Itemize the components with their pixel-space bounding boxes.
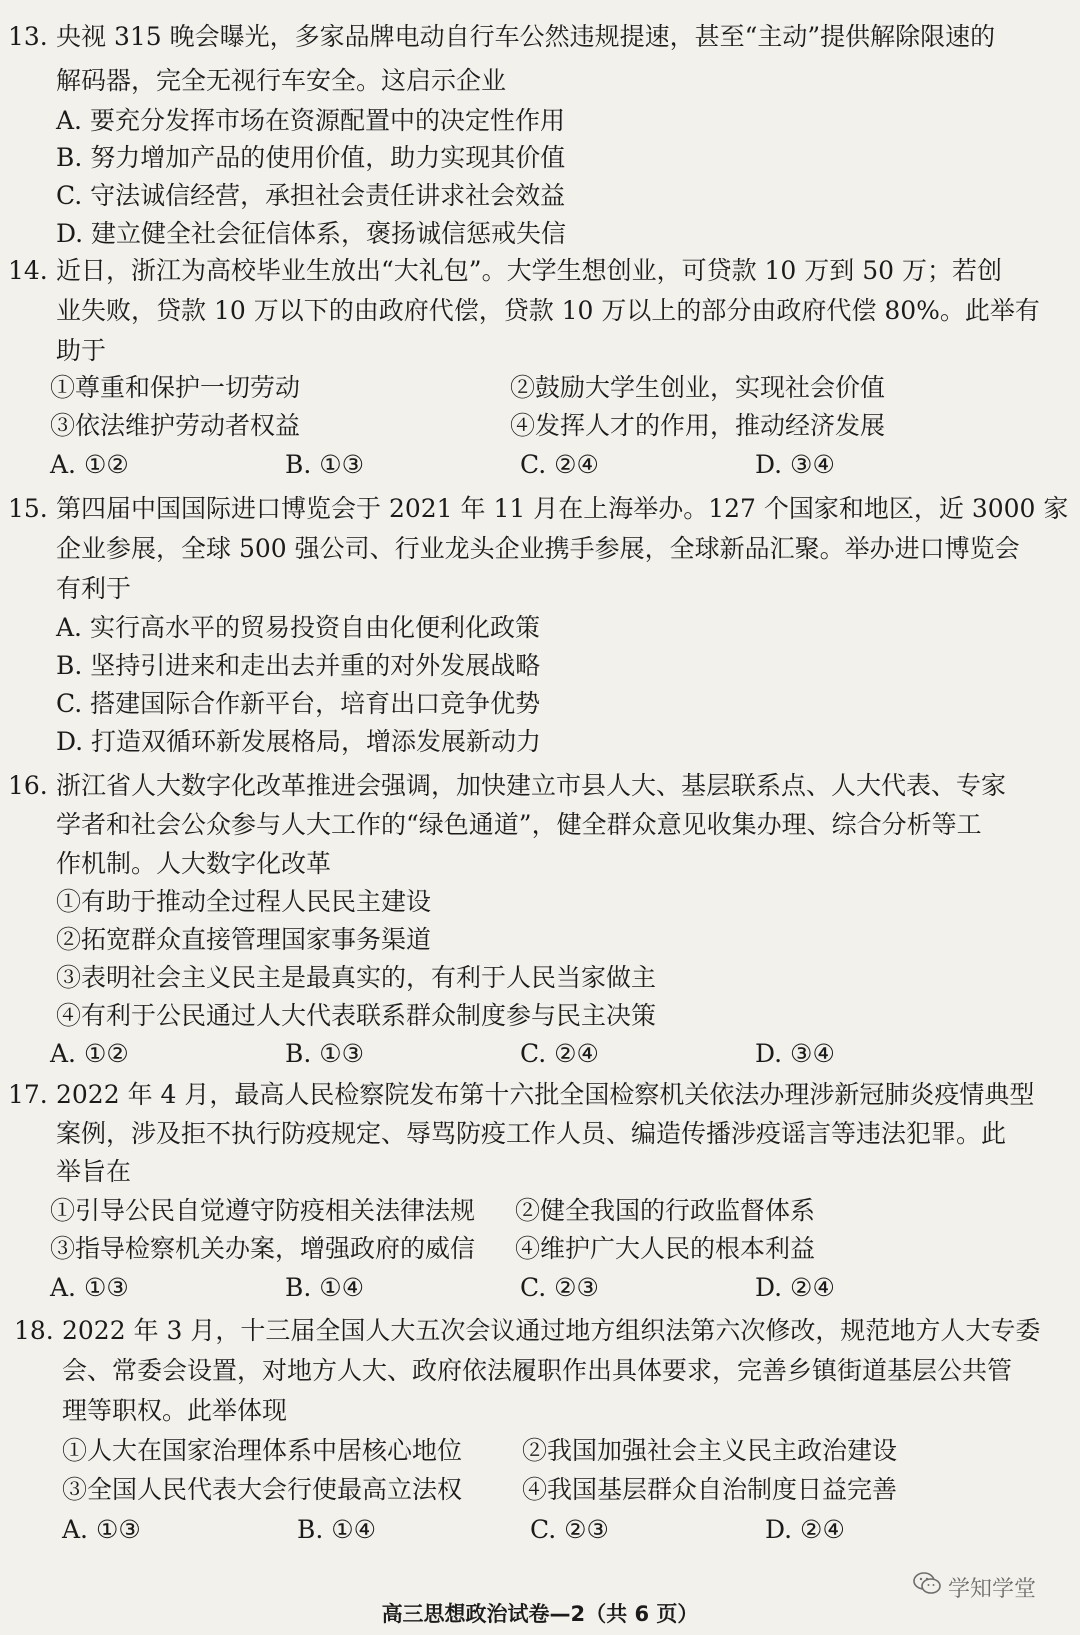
choice-c: C. ②④ — [520, 450, 599, 479]
choice-d: D. ③④ — [755, 450, 835, 479]
question-stem-line: 案例，涉及拒不执行防疫规定、辱骂防疫工作人员、编造传播涉疫谣言等违法犯罪。此 — [56, 1119, 1007, 1148]
choice-b: B. ①④ — [285, 1273, 365, 1302]
question-stem-line: 举旨在 — [56, 1157, 132, 1186]
question-stem-line: 近日，浙江为高校毕业生放出“大礼包”。大学生想创业，可贷款 10 万到 50 万；若创 — [56, 256, 1002, 285]
question-stem-line: 浙江省人大数字化改革推进会强调，加快建立市县人大、基层联系点、人大代表、专家 — [56, 771, 1007, 800]
option-b: B. 坚持引进来和走出去并重的对外发展战略 — [56, 651, 541, 680]
question-stem-line: 2022 年 4 月，最高人民检察院发布第十六批全国检察机关依法办理涉新冠肺炎疫情典型 — [56, 1080, 1035, 1109]
wechat-icon — [912, 1571, 942, 1603]
watermark-text: 学知学堂 — [948, 1576, 1037, 1602]
choice-c: C. ②③ — [530, 1515, 609, 1544]
choice-a: A. ①③ — [50, 1273, 129, 1302]
statement-1: ①尊重和保护一切劳动 — [50, 373, 301, 402]
statement-1: ①引导公民自觉遵守防疫相关法律法规 — [50, 1196, 476, 1225]
statement-2: ②我国加强社会主义民主政治建设 — [522, 1436, 898, 1465]
question-stem-line: 2022 年 3 月，十三届全国人大五次会议通过地方组织法第六次修改，规范地方人大专委 — [62, 1316, 1041, 1345]
question-stem-line: 第四届中国国际进口博览会于 2021 年 11 月在上海举办。127 个国家和地区，近 3000 家 — [56, 494, 1069, 523]
question-stem-line: 企业参展，全球 500 强公司、行业龙头企业携手参展，全球新品汇聚。举办进口博览会 — [56, 534, 1020, 563]
statement-4: ④有利于公民通过人大代表联系群众制度参与民主决策 — [56, 1001, 657, 1030]
statement-2: ②鼓励大学生创业，实现社会价值 — [510, 373, 886, 402]
choice-d: D. ②④ — [765, 1515, 845, 1544]
option-b: B. 努力增加产品的使用价值，助力实现其价值 — [56, 143, 566, 172]
choice-c: C. ②④ — [520, 1039, 599, 1068]
choice-b: B. ①③ — [285, 450, 365, 479]
question-number: 13. — [8, 22, 48, 51]
question-stem-line: 解码器，完全无视行车安全。这启示企业 — [56, 66, 507, 95]
question-number: 17. — [8, 1080, 48, 1109]
option-a: A. 实行高水平的贸易投资自由化便利化政策 — [56, 613, 540, 642]
choice-b: B. ①④ — [297, 1515, 377, 1544]
statement-3: ③指导检察机关办案，增强政府的威信 — [50, 1234, 476, 1263]
choice-d: D. ②④ — [755, 1273, 835, 1302]
question-stem-line: 助于 — [56, 336, 107, 365]
option-c: C. 搭建国际合作新平台，培育出口竞争优势 — [56, 689, 541, 718]
choice-a: A. ①② — [50, 450, 129, 479]
question-stem-line: 央视 315 晚会曝光，多家品牌电动自行车公然违规提速，甚至“主动”提供解除限速的 — [56, 22, 996, 51]
option-d: D. 建立健全社会征信体系，褒扬诚信惩戒失信 — [56, 219, 567, 248]
statement-3: ③依法维护劳动者权益 — [50, 411, 301, 440]
statement-2: ②健全我国的行政监督体系 — [515, 1196, 816, 1225]
page-footer: 高三思想政治试卷—2（共 6 页） — [381, 1602, 699, 1626]
question-stem-line: 有利于 — [56, 574, 132, 603]
statement-1: ①人大在国家治理体系中居核心地位 — [62, 1436, 463, 1465]
choice-b: B. ①③ — [285, 1039, 365, 1068]
question-stem-line: 业失败，贷款 10 万以下的由政府代偿，贷款 10 万以上的部分由政府代偿 80%。此举有 — [56, 296, 1040, 325]
choice-c: C. ②③ — [520, 1273, 599, 1302]
statement-3: ③表明社会主义民主是最真实的，有利于人民当家做主 — [56, 963, 657, 992]
question-number: 15. — [8, 494, 48, 523]
option-a: A. 要充分发挥市场在资源配置中的决定性作用 — [56, 106, 565, 135]
choice-a: A. ①③ — [62, 1515, 141, 1544]
choice-d: D. ③④ — [755, 1039, 835, 1068]
statement-1: ①有助于推动全过程人民民主建设 — [56, 887, 432, 916]
choice-a: A. ①② — [50, 1039, 129, 1068]
question-stem-line: 理等职权。此举体现 — [62, 1396, 288, 1425]
option-c: C. 守法诚信经营，承担社会责任讲求社会效益 — [56, 181, 566, 210]
question-stem-line: 会、常委会设置，对地方人大、政府依法履职作出具体要求，完善乡镇街道基层公共管 — [62, 1356, 1013, 1385]
question-stem-line: 学者和社会公众参与人大工作的“绿色通道”，健全群众意见收集办理、综合分析等工 — [56, 810, 982, 839]
question-stem-line: 作机制。人大数字化改革 — [56, 849, 332, 878]
question-number: 16. — [8, 771, 48, 800]
statement-4: ④发挥人才的作用，推动经济发展 — [510, 411, 886, 440]
question-number: 14. — [8, 256, 48, 285]
watermark — [912, 1571, 1036, 1603]
option-d: D. 打造双循环新发展格局，增添发展新动力 — [56, 727, 542, 756]
statement-2: ②拓宽群众直接管理国家事务渠道 — [56, 925, 432, 954]
statement-4: ④维护广大人民的根本利益 — [515, 1234, 816, 1263]
question-number: 18. — [14, 1316, 54, 1345]
statement-4: ④我国基层群众自治制度日益完善 — [522, 1475, 898, 1504]
statement-3: ③全国人民代表大会行使最高立法权 — [62, 1475, 463, 1504]
